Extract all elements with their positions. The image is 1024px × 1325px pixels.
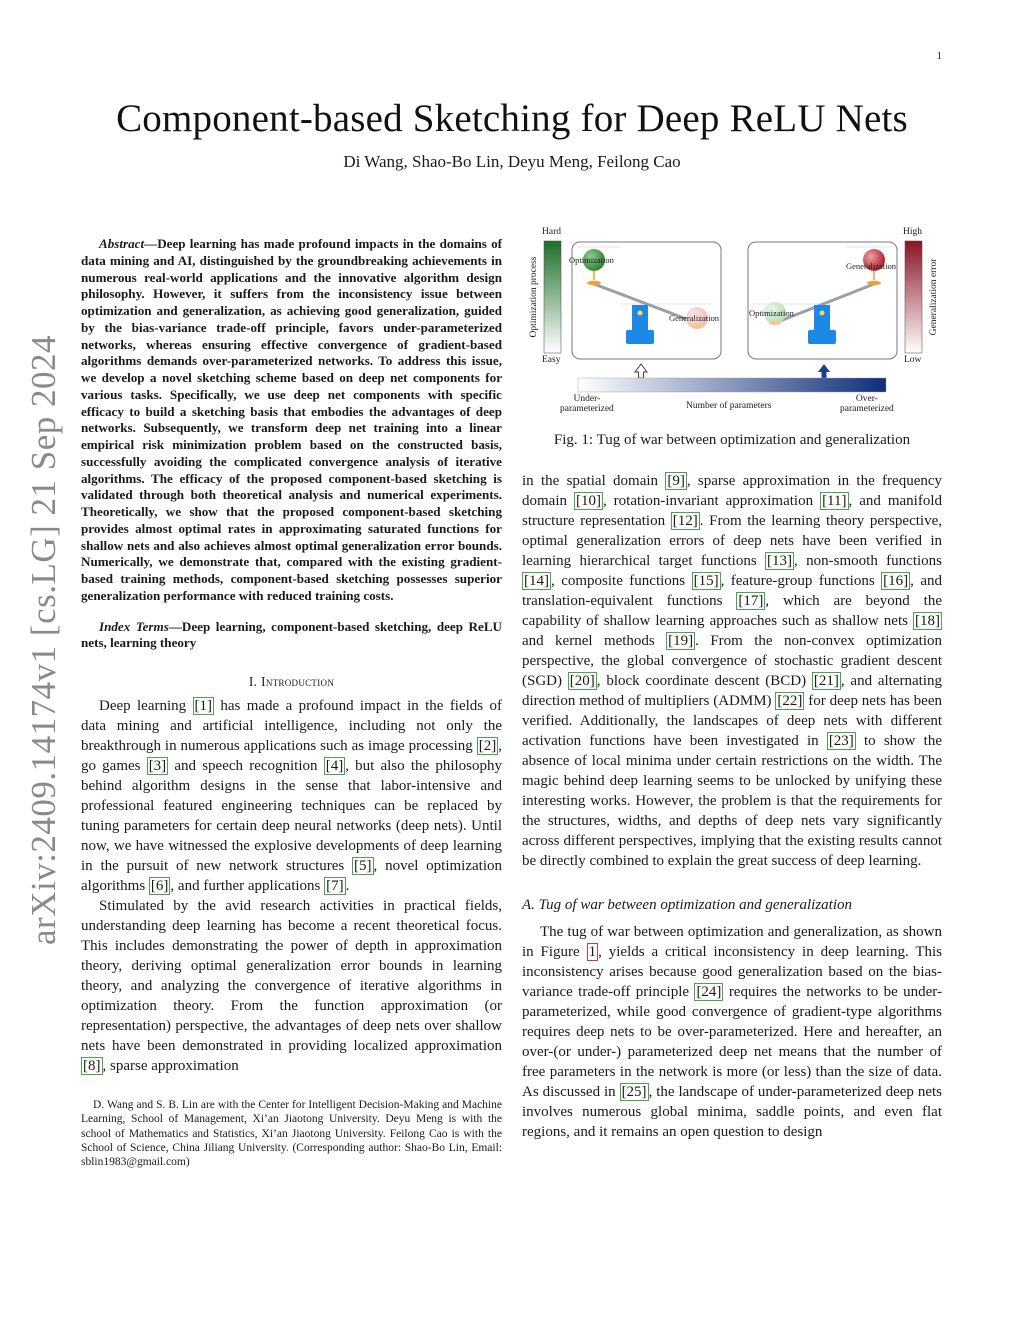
left-bar-top-label: Hard (542, 227, 561, 237)
citation-link[interactable]: [10] (575, 493, 601, 509)
text-run: and speech recognition (168, 758, 324, 774)
section-heading-introduction (81, 674, 502, 690)
citation-link[interactable]: [22] (777, 693, 803, 709)
citation-link[interactable]: [24] (696, 984, 722, 1000)
left-bar-bottom-label: Easy (542, 355, 561, 365)
right-bar-axis-label: Generalization error (929, 258, 939, 336)
left-bar-axis-label: Optimization process (529, 256, 539, 338)
citation-link[interactable]: [17] (738, 593, 764, 609)
figure-caption: Fig. 1: Tug of war between optimization and generalization (553, 432, 911, 448)
text-run: , which are beyond the capability of shallow learning approaches such as shallow nets (522, 593, 942, 629)
right-paragraph-1 (522, 471, 942, 871)
citation-link[interactable]: [15] (693, 573, 719, 589)
citation-link[interactable]: [8] (83, 1058, 101, 1074)
citation-link[interactable]: [13] (767, 553, 793, 569)
right-bar-top-label: High (903, 227, 922, 237)
abstract-body: —Deep learning has made profound impacts in the domains of data mining and AI, distinguished by the groundbreaking achievements in numerous real-world applications and the innovative algorithm design philosophy. However, it suffers from the inconsistency issue between optimization and generalization, as achieving good generalization, guided by the bias-variance trade-off principle, favors under-parameterized networks, whereas ensuring effective convergence of gradient-based algorithms demands over-parameterized networks. To address this issue, we develop a novel sketching scheme based on deep net components for various tasks. Specifically, we use deep net components with specific efficacy to build a sketching basis that embodies the advantages of deep networks. Subsequently, we transform deep net training into a linear empirical risk minimization problem based on the constructed basis, successfully avoiding the complicated convergence analysis of iterative algorithms. The efficacy of the proposed component-based sketching is validated through both theoretical analysis and numerical experiments. Theoretically, we show that the proposed component-based sketching provides almost optimal rates in approximating saturated functions for shallow nets and also achieves almost optimal generalization error bounds. Numerically, we demonstrate that, compared with the existing gradient-based training methods, component-based sketching possesses superior generalization performance with reduced training costs. (81, 236, 502, 603)
abstract (81, 236, 502, 605)
text-run: . From the non-convex optimization perspective, the global convergence of stochastic gradient descent (SGD) (522, 633, 942, 689)
paper-title: Component-based Sketching for Deep ReLU Nets (116, 97, 908, 140)
subsection-heading: A. Tug of war between optimization and generalization (522, 897, 852, 913)
text-run: to show the absence of local minima under certain restrictions on the width. The magic behind deep learning seems to be unlocked by unifying these interesting works. However, the problem is that the requirements for the structures, widths, and depths of deep nets vary significantly across different perspectives, implying that the existing results cannot be directly combined to explain the great success of deep learning. (522, 733, 943, 869)
text-run: in the spatial domain (522, 473, 666, 489)
text-run: , sparse approximation in the frequency domain (522, 473, 943, 509)
seesaw-pivot (632, 305, 648, 331)
text-run: requires the networks to be under-parameterized, while good convergence of gradient-type algorithms requires deep nets to be over-parameterized. Here and hereafter, an over-(or under-) parameterized deep net means that the number of free parameters in the network is more (or less) than the size of data. As discussed in (522, 984, 942, 1100)
abstract-lead: Abstract (99, 236, 145, 251)
panel2-generalization-label: Generalization (846, 261, 897, 271)
text-run: Deep learning (99, 698, 193, 714)
citation-link[interactable]: [16] (883, 573, 909, 589)
right-bar-bottom-label: Low (904, 355, 922, 365)
citation-link[interactable]: [23] (828, 733, 854, 749)
generalization-scale-bar (905, 241, 922, 353)
text-run: , composite functions (551, 573, 692, 589)
index-terms (81, 619, 502, 653)
text-run: , and further applications (170, 878, 325, 894)
figure-reference-link[interactable]: 1 (588, 944, 597, 960)
text-run: , but also the philosophy behind algorithm designs in the sense that labor-intensive and professional featured engineering techniques can be replaced by tuning parameters for certain deep neural networks (deep nets). Until now, we have witnessed the explosive developments of deep learning in the pursuit of new network structures (81, 758, 503, 874)
citation-link[interactable]: [11] (822, 493, 847, 509)
text-run: . (345, 878, 350, 894)
panel1-optimization-label: Optimization (569, 255, 614, 265)
text-run: , rotation-invariant approximation (602, 493, 821, 509)
under-parameterized-label: Under- parameterized (560, 394, 614, 414)
citation-link[interactable]: [21] (813, 673, 839, 689)
figure-illustration (522, 222, 942, 422)
panel2-optimization-label: Optimization (749, 308, 794, 318)
text-run: has made a profound impact in the fields of data mining and artificial intelligence, including not only the breakthrough in numerous applications such as image processing (81, 698, 502, 754)
citation-link[interactable]: [1] (194, 698, 213, 714)
right-paragraph-2 (522, 922, 942, 1142)
text-run: , novel optimization algorithms (81, 858, 502, 894)
text-run: , feature-group functions (720, 573, 882, 589)
left-column (81, 236, 502, 1169)
optimization-scale-bar (544, 241, 561, 353)
figure-tug-of-war (522, 222, 942, 422)
citation-link[interactable]: [20] (569, 673, 595, 689)
arxiv-identifier: arXiv:2409.14174v1 [cs.LG] 21 Sep 2024 (24, 334, 63, 945)
right-column (522, 222, 942, 1142)
text-run: The tug of war between optimization and generalization, as shown in Figure (522, 924, 942, 960)
up-arrow-filled-icon (818, 364, 830, 378)
citation-link[interactable]: [12] (672, 513, 698, 529)
text-run: , and alternating direction method of multipliers (ADMM) (522, 673, 942, 709)
intro-paragraph-1 (81, 696, 502, 896)
seesaw-pivot (814, 305, 830, 331)
over-parameterized-label: Over- parameterized (840, 394, 894, 414)
page-number: 1 (936, 50, 942, 62)
text-run: , the landscape of under-parameterized deep nets involves numerous global minima, saddle points, and even flat regions, and it remains an open question to design (522, 1084, 942, 1140)
panel1-generalization-label: Generalization (669, 313, 720, 323)
index-terms-body: —Deep learning, component-based sketching, deep ReLU nets, learning theory (81, 618, 503, 651)
text-run: for deep nets has been verified. Additionally, the landscapes of deep nets with different activation functions have been investigated in (522, 693, 942, 749)
text-run: . From the learning theory perspective, optimal generalization errors of deep nets have been verified in learning hierarchical target functions (522, 513, 942, 569)
citation-link[interactable]: [3] (148, 758, 167, 774)
author-list: Di Wang, Shao-Bo Lin, Deyu Meng, Feilong Cao (343, 152, 681, 171)
number-of-parameters-label: Number of parameters (686, 401, 772, 411)
citation-link[interactable]: [4] (325, 758, 344, 774)
citation-link[interactable]: [25] (621, 1084, 647, 1100)
section-title: Introduction (261, 674, 335, 689)
citation-link[interactable]: [9] (667, 473, 685, 489)
author-affiliation-footnote: D. Wang and S. B. Lin are with the Center for Intelligent Decision-Making and Machine Learning, School of Management, Xi’an Jiaotong University. Deyu Meng is with the school of Mathematics and Statistics, Xi’an Jiaotong University. Feilong Cao is with the School of Science, China Jiliang University. (Corresponding author: Shao-Bo Lin, Email: sblin1983@gmail.com) (81, 1099, 502, 1169)
section-number: I. (248, 674, 258, 689)
text-run: Stimulated by the avid research activities in practical fields, understanding deep learning has become a recent theoretical focus. This includes demonstrating the power of depth in approximation theory, deriving optimal generalization error bounds in learning theory, and analyzing the convergence of iterative algorithms in optimization theory. From the function approximation (or representation) perspective, the advantages of deep nets over shallow nets have been demonstrated in providing localized approximation (81, 898, 502, 1054)
citation-link[interactable]: [14] (524, 573, 549, 589)
up-arrow-outline-icon (635, 364, 647, 378)
citation-link[interactable]: [5] (354, 858, 372, 874)
citation-link[interactable]: [2] (478, 738, 497, 754)
text-run: , sparse approximation (102, 1058, 239, 1074)
citation-link[interactable]: [18] (915, 613, 940, 629)
text-run: , and translation-equivalent functions (522, 573, 942, 609)
text-run: and kernel methods (522, 633, 667, 649)
text-run: , non-smooth functions (794, 553, 942, 569)
text-run: , yields a critical inconsistency in deep learning. This inconsistency arises because good generalization based on the bias-variance trade-off principle (522, 944, 942, 1000)
index-terms-lead: Index Terms (99, 618, 169, 634)
parameter-scale-bar (578, 378, 886, 392)
citation-link[interactable]: [6] (150, 878, 169, 894)
text-run: , go games (81, 738, 502, 774)
text-run: , and manifold structure representation (522, 493, 942, 529)
intro-paragraph-2 (81, 896, 502, 1076)
citation-link[interactable]: [7] (326, 878, 344, 894)
text-run: , block coordinate descent (BCD) (596, 673, 812, 689)
citation-link[interactable]: [19] (668, 633, 694, 649)
